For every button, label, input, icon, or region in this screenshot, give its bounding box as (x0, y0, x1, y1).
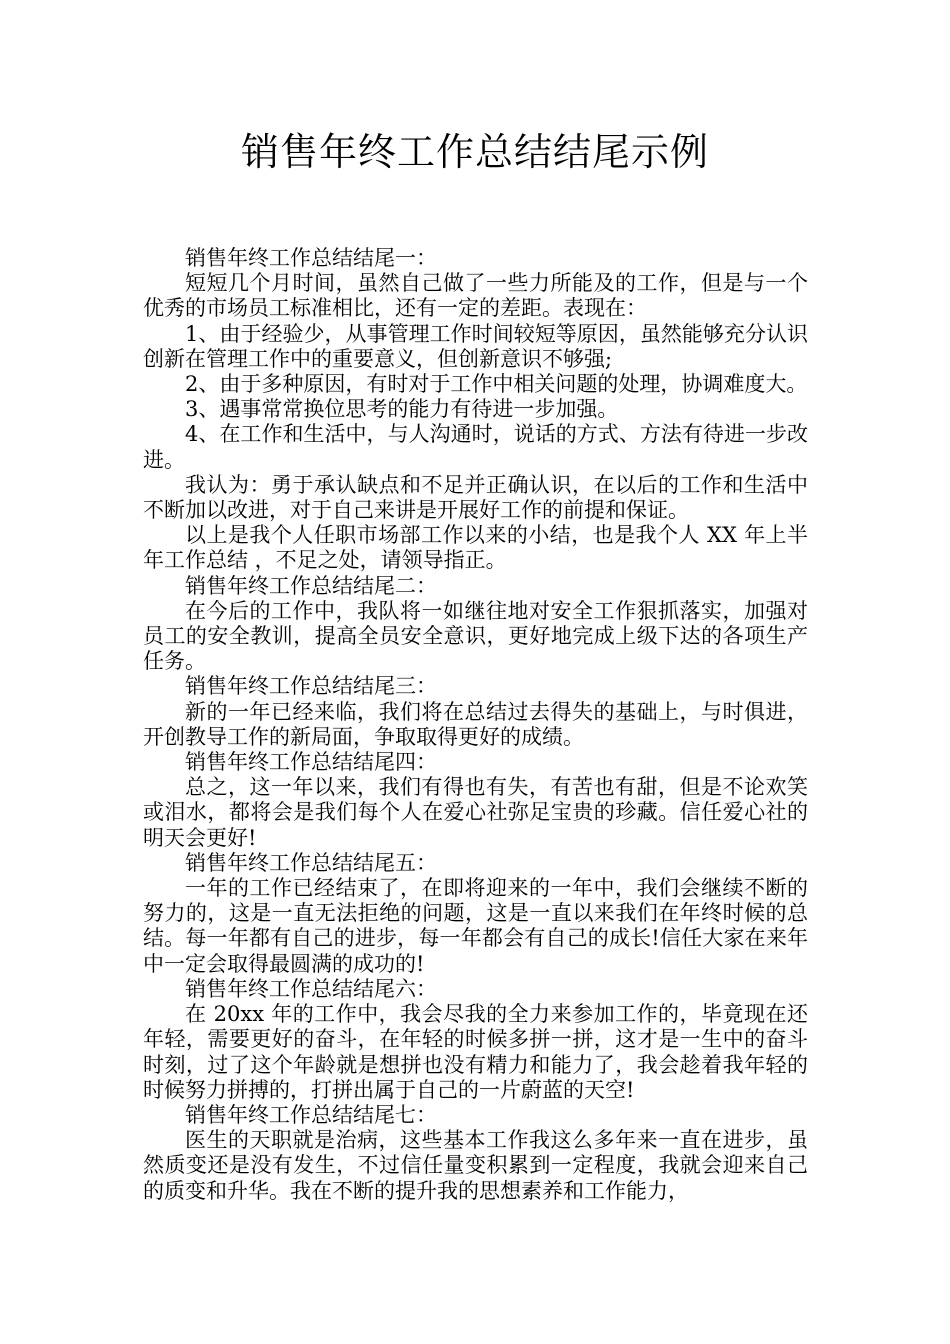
paragraph: 销售年终工作总结结尾三： (185, 674, 437, 699)
document-title: 销售年终工作总结结尾示例 (240, 130, 709, 174)
paragraph: 3、遇事常常换位思考的能力有待进一步加强。 (185, 397, 619, 422)
paragraph: 销售年终工作总结结尾四： (185, 750, 437, 775)
paragraph: 医生的天职就是治病，这些基本工作我这么多年来一直在进步，虽然质变还是没有发生，不过信任量变积累到一定程度，我就会迎来自己的质变和升华。我在不断的提升我的思想素养和工作能力， (143, 1128, 808, 1203)
paragraph: 我认为：勇于承认缺点和不足并正确认识，在以后的工作和生活中不断加以改进，对于自己来讲是开展好工作的前提和保证。 (143, 472, 808, 523)
paragraph: 销售年终工作总结结尾二： (185, 573, 437, 598)
paragraph: 总之，这一年以来，我们有得也有失，有苦也有甜，但是不论欢笑或泪水，都将会是我们每个人在爱心社弥足宝贵的珍藏。信任爱心社的明天会更好! (143, 775, 808, 850)
document-body (143, 246, 808, 1204)
paragraph: 销售年终工作总结结尾一： (185, 246, 437, 270)
paragraph: 短短几个月时间，虽然自己做了一些力所能及的工作，但是与一个优秀的市场员工标准相比，还有一定的差距。表现在： (143, 271, 808, 321)
paragraph: 销售年终工作总结结尾六： (185, 976, 437, 1001)
paragraph: 在 20xx 年的工作中，我会尽我的全力来参加工作的，毕竟现在还年轻，需要更好的奋斗，在年轻的时候多拼一拼，这才是一生中的奋斗时刻，过了这个年龄就是想拼也没有精力和能力了，我会趁着我年轻的时候努力拼搏的，打拼出属于自己的一片蔚蓝的天空! (143, 1002, 808, 1102)
paragraph: 销售年终工作总结结尾五： (185, 850, 437, 875)
paragraph: 4、在工作和生活中，与人沟通时，说话的方式、方法有待进一步改进。 (143, 422, 808, 472)
paragraph: 在今后的工作中，我队将一如继往地对安全工作狠抓落实，加强对员工的安全教训，提高全员安全意识，更好地完成上级下达的各项生产任务。 (143, 598, 808, 674)
paragraph: 1、由于经验少，从事管理工作时间较短等原因，虽然能够充分认识创新在管理工作中的重要意义，但创新意识不够强; (143, 321, 808, 371)
paragraph: 一年的工作已经结束了，在即将迎来的一年中，我们会继续不断的努力的，这是一直无法拒绝的问题，这是一直以来我们在年终时候的总结。每一年都有自己的进步，每一年都会有自己的成长!信任大家在来年中一定会取得最圆满的成功的! (143, 876, 808, 976)
paragraph: 以上是我个人任职市场部工作以来的小结，也是我个人 XX 年上半年工作总结 ，不足之处，请领导指正。 (143, 523, 808, 573)
paragraph: 2、由于多种原因，有时对于工作中相关问题的处理，协调难度大。 (185, 372, 808, 397)
paragraph: 销售年终工作总结结尾七： (185, 1102, 437, 1127)
paragraph: 新的一年已经来临，我们将在总结过去得失的基础上，与时俱进，开创教导工作的新局面，争取取得更好的成绩。 (143, 699, 808, 749)
